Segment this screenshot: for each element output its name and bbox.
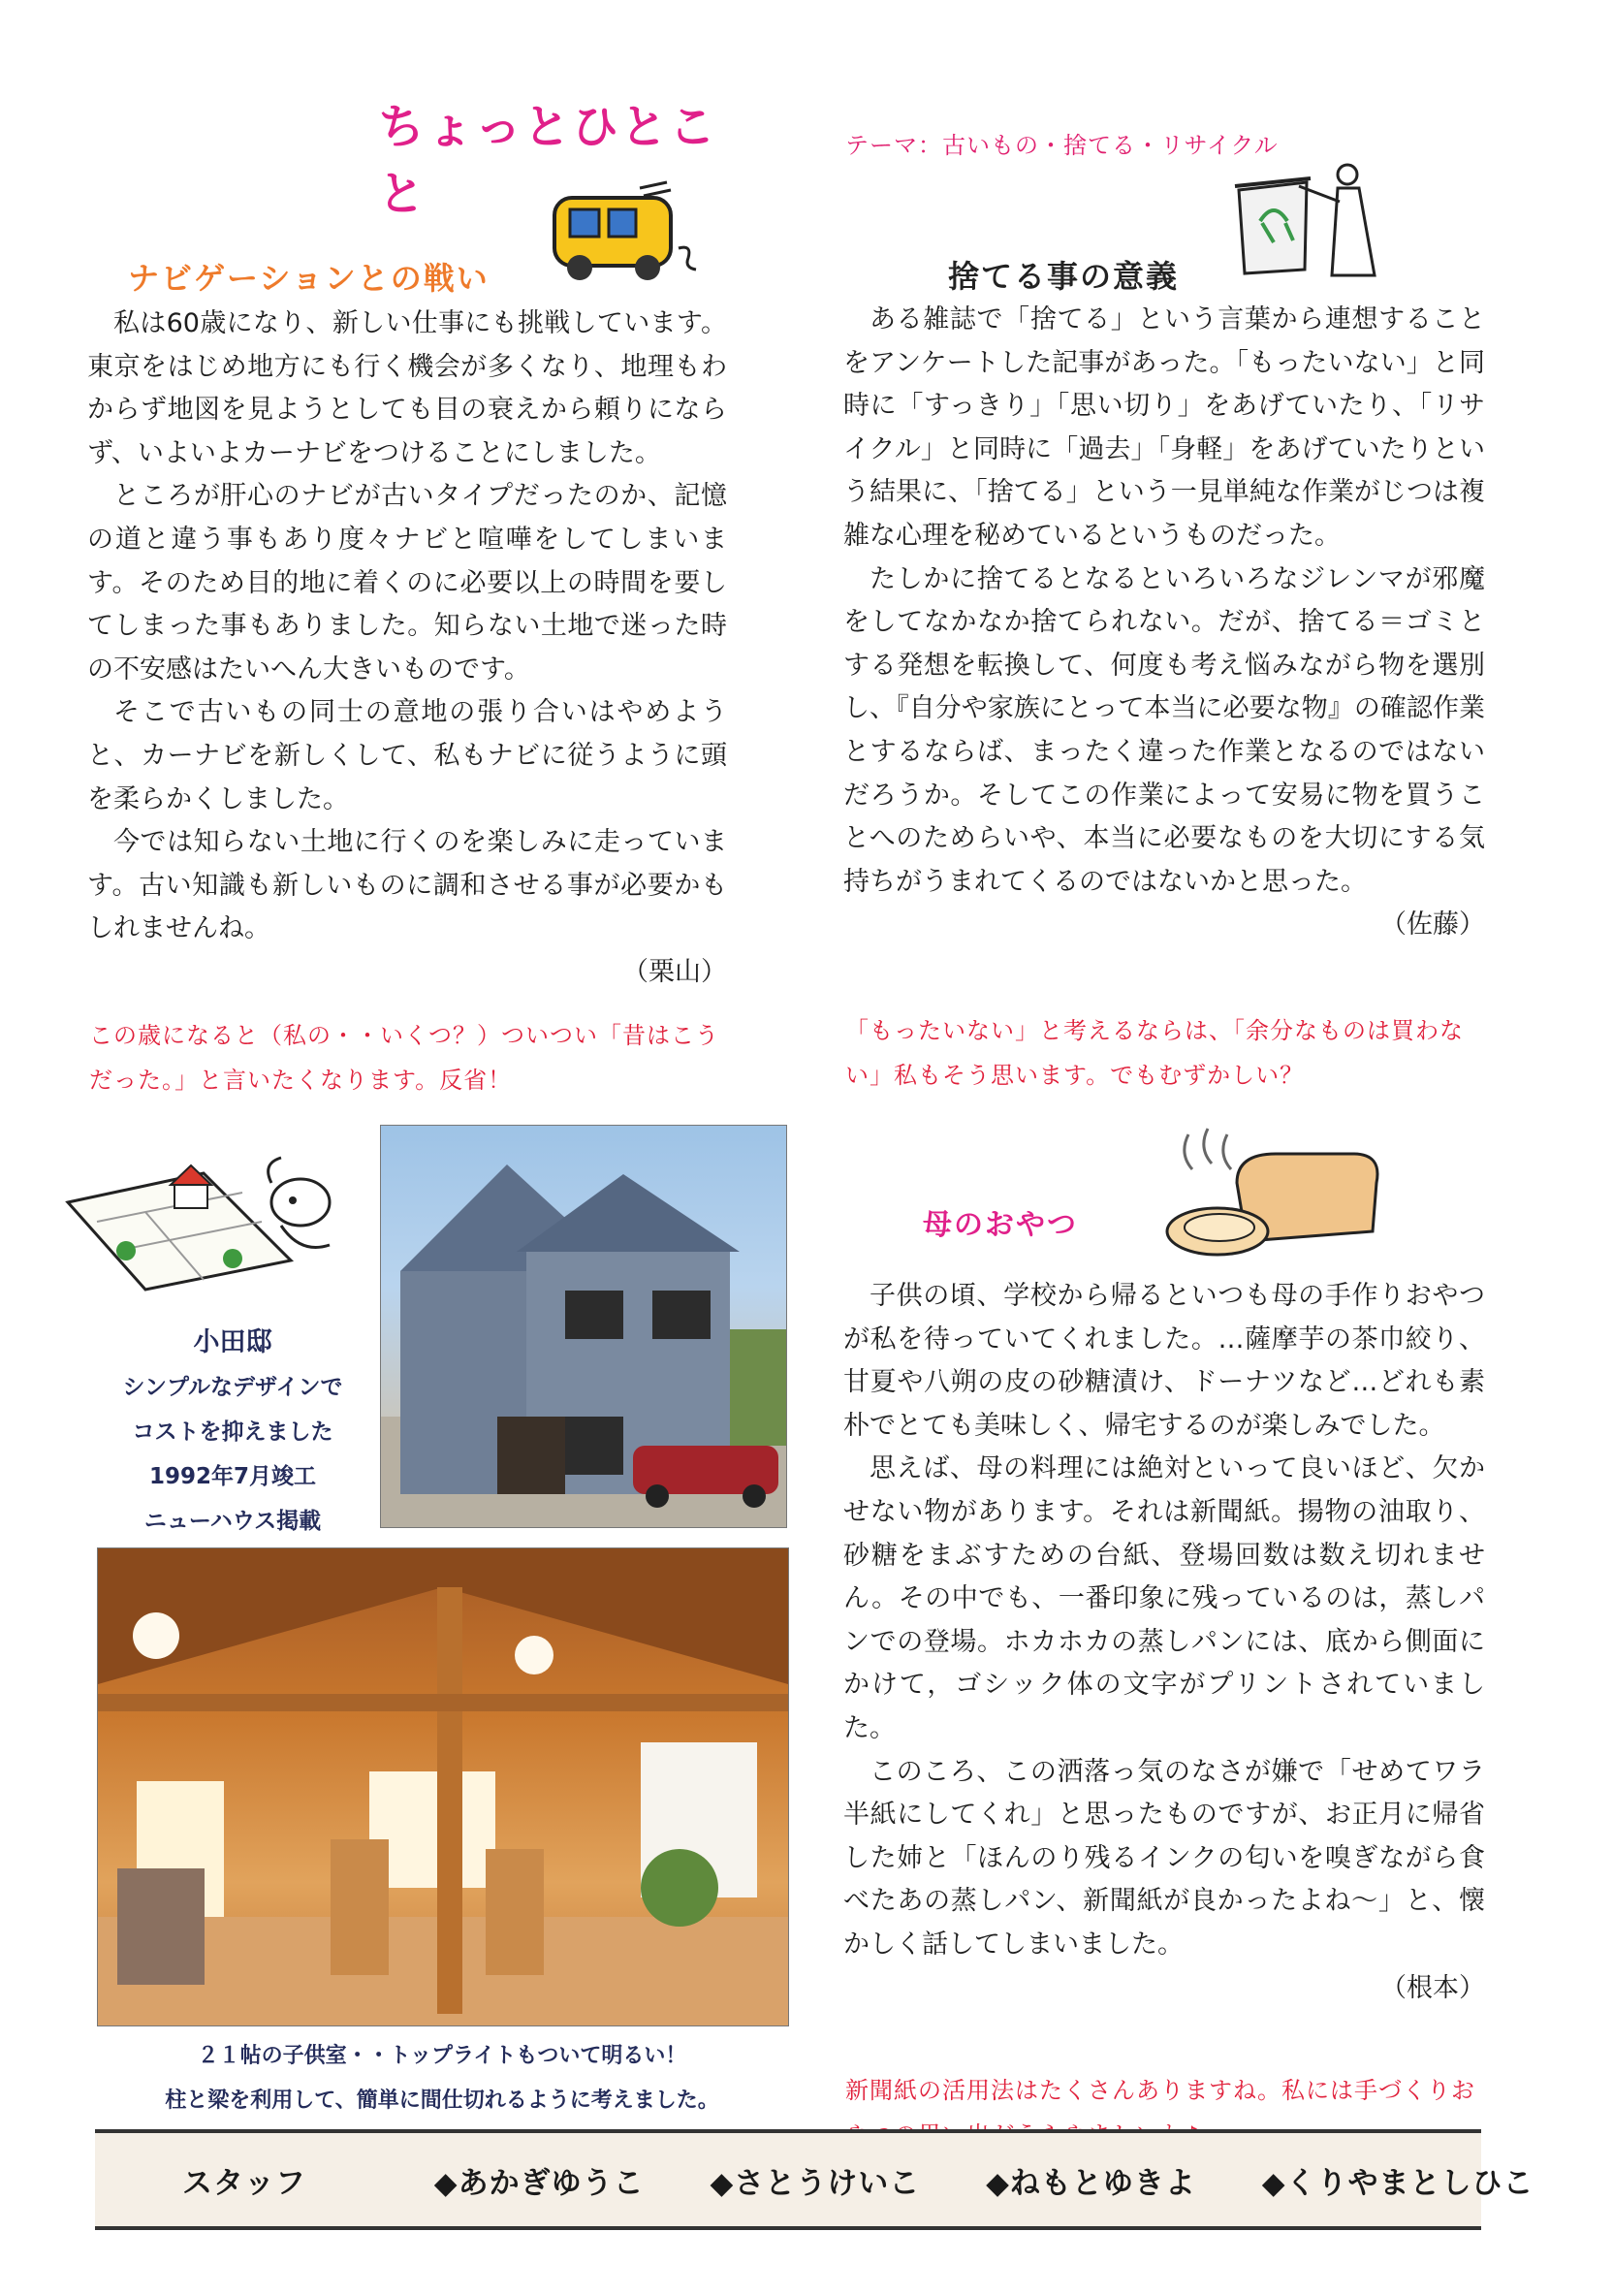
house-name: 小田邸 [193,1327,272,1357]
house-caption-line: 1992年7月竣工 [148,1464,317,1489]
navi-article-title: ナビゲーションとの戦い [128,260,490,297]
room-caption-line: ２１帖の子供室・・トップライトもついて明るい！ [197,2044,687,2068]
page-title: ちょっとひとこと [378,100,718,221]
car-illustration-icon [543,180,708,287]
suteru-paragraph: たしかに捨てるとなるといろいろなジレンマが邪魔をしてなかなか捨てられない。だが、捨てる＝ゴミとする発想を転換して、何度も考え悩みながら物を選別し、『自分や家族にとって本当に必要な物』の確認作業とするならば、まったく違った作業となるのではないだろうか。そしてこの作業によって安易に物を買うことへのためらいや、本当に必要なものを大切にする気持ちがうまれてくるのではないかと思った。 [843,563,1485,897]
navi-article-body [87,303,727,995]
house-caption-line: ニューハウス掲載 [143,1509,322,1534]
bread-illustration-icon [1159,1125,1382,1260]
navi-paragraph: 私は60歳になり、新しい仕事にも挑戦しています。東京をはじめ地方にも行く機会が多くなり、地理もわからず地図を見ようとしても目の衰えから頼りにならず、いよいよカーナビをつけることにしました。 [87,308,727,468]
navi-editor-note: この歳になると（私の・・いくつ？）ついつい「昔はこうだった。」と言いたくなります。反省！ [89,1022,719,1094]
staff-member: ◆さとうけいこ [710,2166,921,2201]
oyatsu-article-body [843,1275,1485,2010]
staff-bar [95,2129,1534,2230]
staff-member: ◆あかぎゆうこ [433,2166,645,2201]
house-caption-line: コストを抑えました [132,1419,333,1445]
navi-author: （栗山） [622,956,727,987]
map-dog-illustration-icon [58,1144,349,1299]
oyatsu-editor-note: 新聞紙の活用法はたくさんありますね。私には手づくりお [845,2077,1475,2104]
oyatsu-paragraph: 子供の頃、学校から帰るといつも母の手作りおやつが私を待っていてくれました。…薩摩芋の茶巾絞り、甘夏や八朔の皮の砂糖漬け、ドーナツなど…どれも素朴でとても美味しく、帰宅するのが楽しみでした。 [843,1281,1485,1441]
staff-label: スタッフ [182,2166,306,2201]
oyatsu-article-title: 母のおやつ [923,1208,1078,1242]
suteru-article-body [843,299,1485,947]
oyatsu-author: （根本） [1380,1972,1485,2003]
room-caption-line: 柱と梁を利用して、簡単に間仕切れるように考えました。 [165,2089,719,2113]
room-photo-caption [97,2034,787,2123]
suteru-paragraph: ある雑誌で「捨てる」という言葉から連想することをアンケートした記事があった。「もったいない」と同時に「すっきり」「思い切り」をあげていたり、「リサイクル」と同時に「過去」「身軽」をあげていたりという結果に、「捨てる」という一見単純な作業がじつは複雑な心理を秘めているというものだった。 [843,304,1485,551]
recycle-bin-illustration-icon [1231,153,1386,289]
navi-paragraph: 今では知らない土地に行くのを楽しみに走っています。古い知識も新しいものに調和させる事が必要かもしれませんね。 [87,827,727,944]
suteru-author: （佐藤） [1380,909,1485,941]
kids-room-photo [97,1547,789,2026]
staff-member: ◆くりやまとしひこ [1261,2166,1534,2201]
house-caption [87,1321,378,1544]
oyatsu-paragraph: 思えば、母の料理には絶対といって良いほど、欠かせない物があります。それは新聞紙。揚物の油取り、砂糖をまぶすための台紙、登場回数は数え切れません。その中でも、一番印象に残っているのは，蒸しパンでの登場。ホカホカの蒸しパンには、底から側面にかけて，ゴシック体の文字がプリントされていました。 [843,1453,1485,1743]
house-exterior-photo [380,1125,787,1528]
navi-paragraph: そこで古いもの同士の意地の張り合いはやめようと、カーナビを新しくして、私もナビに従うように頭を柔らかくしました。 [87,697,727,814]
theme-label: テーマ：古いもの・捨てる・リサイクル [845,132,1279,159]
staff-member: ◆ねもとゆきよ [986,2166,1196,2201]
suteru-article-title: 捨てる事の意義 [948,258,1180,295]
house-caption-line: シンプルなデザインで [122,1375,343,1400]
suteru-editor-note: 「もったいない」と考えるならは、「余分なものは買わない」私もそう思います。でもむずかしい？ [845,1017,1464,1089]
staff-list [182,2158,1589,2202]
oyatsu-paragraph: このころ、この洒落っ気のなさが嫌で「せめてワラ半紙にしてくれ」と思ったものですが、お正月に帰省した姉と「ほんのり残るインクの匂いを嗅ぎながら食べたあの蒸しパン、新聞紙が良かったよね～」と、懐かしく話してしまいました。 [843,1756,1485,1960]
navi-paragraph: ところが肝心のナビが古いタイプだったのか、記憶の道と違う事もあり度々ナビと喧嘩をしてしまいます。そのため目的地に着くのに必要以上の時間を要してしまった事もありました。知らない土地で迷った時の不安感はたいへん大きいものです。 [87,481,727,685]
